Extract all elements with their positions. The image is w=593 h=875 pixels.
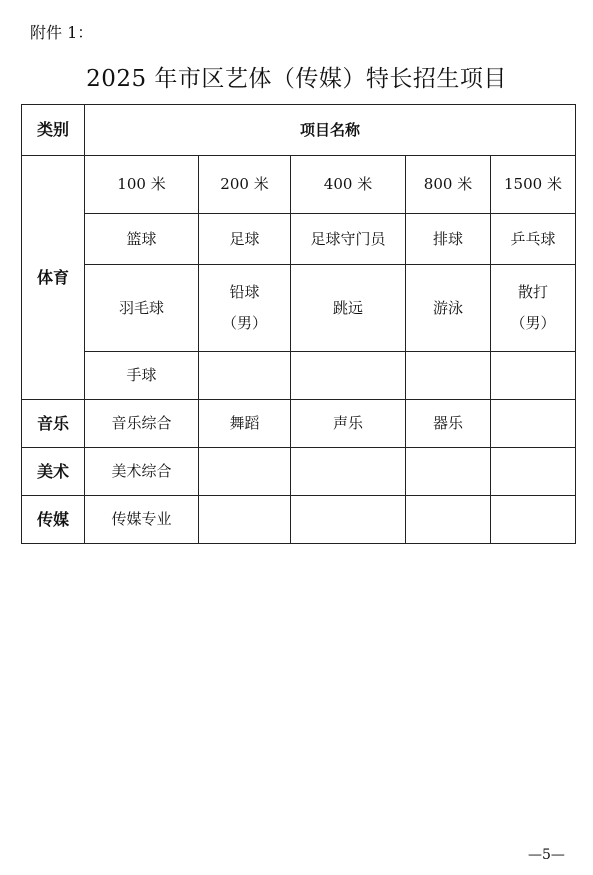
table-cell: 跳远 (291, 265, 406, 352)
table-row (22, 265, 576, 352)
cell-line: （男） (221, 314, 267, 332)
table-row (22, 400, 576, 448)
table-cell (291, 496, 406, 544)
category-music: 音乐 (22, 400, 85, 448)
table-cell (199, 496, 291, 544)
table-cell: 美术综合 (85, 448, 199, 496)
page-title: 2025 年市区艺体（传媒）特长招生项目 (86, 66, 507, 92)
table-cell (491, 496, 576, 544)
table-cell: 传媒专业 (85, 496, 199, 544)
table-row (22, 214, 576, 265)
projects-table (21, 104, 576, 544)
table-cell: 乒乓球 (491, 214, 576, 265)
table-row (22, 156, 576, 214)
category-media: 传媒 (22, 496, 85, 544)
category-sports: 体育 (22, 156, 85, 400)
table-cell: 舞蹈 (199, 400, 291, 448)
table-cell (406, 352, 491, 400)
table-cell: 足球 (199, 214, 291, 265)
cell-line: （男） (510, 314, 556, 332)
table-cell: 100 米 (85, 156, 199, 214)
table-cell: 声乐 (291, 400, 406, 448)
header-category: 类别 (22, 105, 85, 156)
table-cell (491, 448, 576, 496)
table-cell (491, 265, 576, 352)
table-cell: 1500 米 (491, 156, 576, 214)
page-number: —5— (528, 847, 565, 863)
table-cell: 篮球 (85, 214, 199, 265)
table-cell (199, 448, 291, 496)
table-row (22, 352, 576, 400)
table-cell (491, 352, 576, 400)
table-row (22, 496, 576, 544)
table-cell: 排球 (406, 214, 491, 265)
attachment-label: 附件 1： (30, 23, 94, 42)
table-cell: 游泳 (406, 265, 491, 352)
category-art: 美术 (22, 448, 85, 496)
table-header-row (22, 105, 576, 156)
table-cell: 音乐综合 (85, 400, 199, 448)
table-cell: 200 米 (199, 156, 291, 214)
table-row (22, 448, 576, 496)
table-cell (406, 448, 491, 496)
table-cell: 羽毛球 (85, 265, 199, 352)
table-cell (291, 352, 406, 400)
table-cell (199, 265, 291, 352)
table-cell: 800 米 (406, 156, 491, 214)
table-cell: 手球 (85, 352, 199, 400)
table-cell (291, 448, 406, 496)
header-project-name: 项目名称 (85, 105, 576, 156)
table-cell (491, 400, 576, 448)
table-cell (406, 496, 491, 544)
table-cell: 400 米 (291, 156, 406, 214)
table-cell (199, 352, 291, 400)
cell-line: 铅球 (229, 283, 260, 302)
table-cell: 器乐 (406, 400, 491, 448)
table-cell: 足球守门员 (291, 214, 406, 265)
cell-line: 散打 (517, 283, 548, 302)
